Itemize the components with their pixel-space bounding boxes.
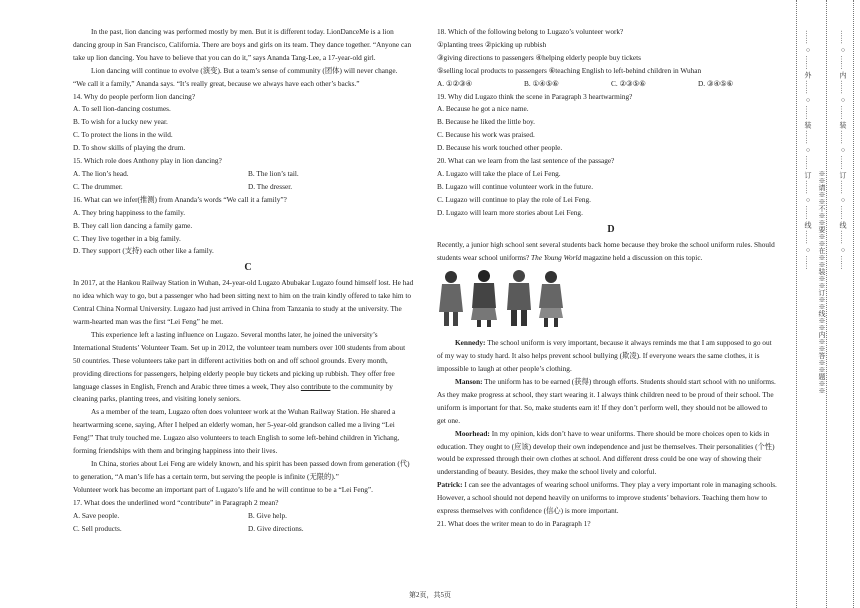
text: students wear school uniforms? [437, 252, 530, 262]
options-row [73, 510, 423, 523]
option: A. Lugazo will take the place of Lei Feng. [437, 168, 561, 178]
question-17: 17. What does the underlined word “contribute” in Paragraph 2 mean? [73, 497, 279, 507]
paragraph [437, 337, 785, 350]
text: The uniform has to be earned (获得) through efforts. Students should start school with no uniforms. [484, 377, 776, 387]
paragraph: would be expressed through their own clothes at school. And different dress could be one way of showing their [437, 454, 762, 464]
paragraph: As they make progress at school, they start wearing it. I always think children need to be proud of their school. The [437, 389, 774, 399]
paragraph: get one. [437, 415, 461, 425]
paragraph: forming friendships with them and bringing happiness into their lives. [73, 446, 278, 456]
paragraph: education. They ought to (应该) develop their own independence and just be themselves. Their personalities (个性) [437, 441, 775, 451]
option: C. To protect the lions in the wild. [73, 130, 173, 140]
underlined-word: contribute [300, 381, 331, 391]
paragraph: This experience left a lasting influence on Lugazo. Several months later, he joined the university’s [91, 329, 378, 339]
options-row [437, 78, 785, 91]
option: C. ②③⑤⑥ [611, 78, 646, 88]
paragraph: Volunteer work has become an important part of Lugazo’s life and he will continue to be a “Lei Feng”. [73, 484, 373, 494]
text: magazine held a discussion on this topic. [583, 252, 703, 262]
paragraph: “We call it a family,” Ananda says. “It’s really great, because we always have each other’s backs.” [73, 78, 360, 88]
item-list: ①planting trees ②picking up rubbish [437, 39, 547, 49]
option: D. Lugazo will learn more stories about Lei Feng. [437, 207, 583, 217]
paragraph: no idea which way to go, but a passenger who had been sitting next to him on the train kindly offered to take him to [73, 291, 412, 301]
paragraph: impossible to laugh at other people’s clothing. [437, 364, 572, 374]
paragraph [437, 479, 785, 492]
paragraph: dancing group in San Francisco, California. There are boys and girls on its team. They dance together. “Anyone can [73, 39, 412, 49]
binding-mark-text: …… ○ …… 外 …… ○ …… 装 …… ○ …… 订 …… ○ …… 线 …… ○ …… [804, 30, 812, 270]
option: D. The dresser. [248, 181, 293, 191]
question-14: 14. Why do people perform lion dancing? [73, 91, 196, 101]
speaker-name: Kennedy: [455, 338, 486, 348]
option: B. They call lion dancing a family game. [73, 220, 193, 230]
paragraph: As a member of the team, Lugazo often does volunteer work at the Wuhan Railway Station. He shared a [91, 407, 396, 417]
paragraph: providing directions for passengers, helping elderly people buy tickets and picking up rubbish. They offer free [73, 368, 395, 378]
paragraph: heartwarming scene, saying, After I helped an elderly woman, her 5-year-old grandson called me a living “Lei [73, 420, 395, 430]
paragraph: Lion dancing will continue to evolve (演变). But a team’s sense of community (团体) will never change. [91, 65, 398, 75]
paragraph [437, 252, 785, 265]
binding-warning-text: ※※请※※不※※要※※在※※装※※订※※线※※内※※答※※题※※ [818, 170, 826, 394]
text: to the community by [332, 381, 393, 391]
paragraph: Feng!” That truly touched me. Lugazo also volunteers to teach English to some left-behind children in Yichang, [73, 433, 400, 443]
paragraph: 50 countries. These volunteers take part in different activities both on and off school grounds. Every month, [73, 355, 388, 365]
paragraph: cleaning parks, planting trees, and visiting lonely seniors. [73, 394, 241, 404]
binding-line [853, 0, 854, 608]
paragraph: Recently, a junior high school sent several students back home because they broke the school uniform rules. Should [437, 239, 775, 249]
paragraph: International Students’ Volunteer Team. Set up in 2012, the volunteer team numbers over 100 students from about [73, 342, 406, 352]
option: D. ③④⑤⑥ [698, 78, 734, 88]
question-20: 20. What can we learn from the last sentence of the passage? [437, 156, 615, 166]
text: I can see the advantages of wearing school uniforms. They play a very important role in managing schools. [464, 480, 777, 490]
paragraph: However, a school should not depend heavily on uniforms to improve students’ behaviors. Teaching them how to [437, 493, 768, 503]
paragraph: take up lion dancing. You have to believe that you can do it,” says Ananda Tang-Lee, a 17-year-old girl. [73, 52, 376, 62]
options-row [73, 523, 423, 536]
question-16: 16. What can we infer(推测) from Ananda’s words “We call it a family”? [73, 194, 287, 204]
speaker-name: Patrick: [437, 480, 463, 490]
item-list: ⑤selling local products to passengers ⑥teaching English to left-behind children in Wuhan [437, 65, 702, 75]
paragraph: of my way to study hard. It also helps prevent school bullying (欺凌). If everyone wears the same clothes, it is [437, 351, 760, 361]
binding-mark-text: …… ○ …… 内 …… ○ …… 装 …… ○ …… 订 …… ○ …… 线 …… ○ …… [839, 30, 847, 270]
paragraph: warm-hearted man was the first “Lei Feng” he met. [73, 317, 224, 327]
page-footer: 第2页，共5页 [409, 591, 451, 599]
options-row [73, 181, 423, 194]
paragraph [437, 376, 785, 389]
option: A. They bring happiness to the family. [73, 207, 186, 217]
paragraph [73, 381, 423, 394]
option: C. Sell products. [73, 523, 122, 533]
option: A. To sell lion-dancing costumes. [73, 104, 171, 114]
paragraph: to generation, “A man’s life has a certain term, but serving the people is infinite (无限的).” [73, 471, 339, 481]
left-column [73, 26, 423, 535]
option: B. Because he liked the little boy. [437, 117, 536, 127]
option: D. They support (支持) each other like a family. [73, 246, 214, 256]
option: C. Because his work was praised. [437, 130, 535, 140]
option: D. To show skills of playing the drum. [73, 143, 186, 153]
option: A. Save people. [73, 510, 120, 520]
option: B. ①④⑤⑥ [524, 78, 559, 88]
option: A. The lion’s head. [73, 168, 129, 178]
speaker-name: Manson: [455, 377, 483, 387]
item-list: ③giving directions to passengers ④helping elderly people buy tickets [437, 52, 641, 62]
magazine-title: The Young World [531, 252, 582, 262]
section-heading-d: D [607, 223, 615, 235]
text: In my opinion, kids don’t have to wear uniforms. There should be more choices open to kids in [491, 428, 770, 438]
students-photo [437, 268, 569, 328]
speaker-name: Moorhead: [455, 428, 490, 438]
binding-line [796, 0, 797, 608]
paragraph: Central China Normal University. Lugazo had just arrived in China from Tanzania to study at the university. The [73, 304, 402, 314]
question-18: 18. Which of the following belong to Lugazo’s volunteer work? [437, 27, 624, 36]
option: B. Give help. [248, 510, 287, 520]
paragraph: In the past, lion dancing was performed mostly by men. But it is different today. LionDanceMe is a lion [91, 27, 394, 36]
option: C. They live together in a big family. [73, 233, 181, 243]
option: C. Lugazo will continue to play the role of Lei Feng. [437, 194, 592, 204]
paragraph [437, 428, 785, 441]
option: B. To wish for a lucky new year. [73, 117, 168, 127]
right-column [437, 26, 785, 531]
option: B. Lugazo will continue volunteer work in the future. [437, 181, 594, 191]
question-15: 15. Which role does Anthony play in lion dancing? [73, 156, 222, 166]
paragraph: In 2017, at the Hankou Railway Station in Wuhan, 24-year-old Lugazo Abubakar Lugazo found himself lost. He had [73, 278, 414, 288]
question-19: 19. Why did Lugazo think the scene in Paragraph 3 heartwarming? [437, 91, 633, 101]
option: B. The lion’s tail. [248, 168, 299, 178]
option: A. Because he got a nice name. [437, 104, 529, 114]
binding-margin [793, 0, 860, 608]
option: D. Give directions. [248, 523, 304, 533]
section-heading-c: C [244, 262, 252, 274]
text: The school uniform is very important, because it always reminds me that I am supposed to go out [487, 338, 772, 348]
paragraph: express themselves with confidence (信心) is more important. [437, 506, 619, 516]
option: C. The drummer. [73, 181, 123, 191]
option: A. ①②③④ [437, 78, 473, 88]
paragraph: understanding of beauty. Besides, they make the school lively and colorful. [437, 467, 657, 477]
question-21: 21. What does the writer mean to do in Paragraph 1? [437, 519, 591, 528]
paragraph: uniform is important for that. So, make students earn it! If they don’t perform well, they should not be allowed to [437, 402, 768, 412]
options-row [73, 168, 423, 181]
text: language classes in English, French and Arabic three times a week, They also [73, 381, 300, 391]
option: D. Because his work touched other people. [437, 143, 563, 153]
paragraph: In China, stories about Lei Feng are widely known, and his spirit has been passed down from generation (代) [91, 459, 410, 468]
